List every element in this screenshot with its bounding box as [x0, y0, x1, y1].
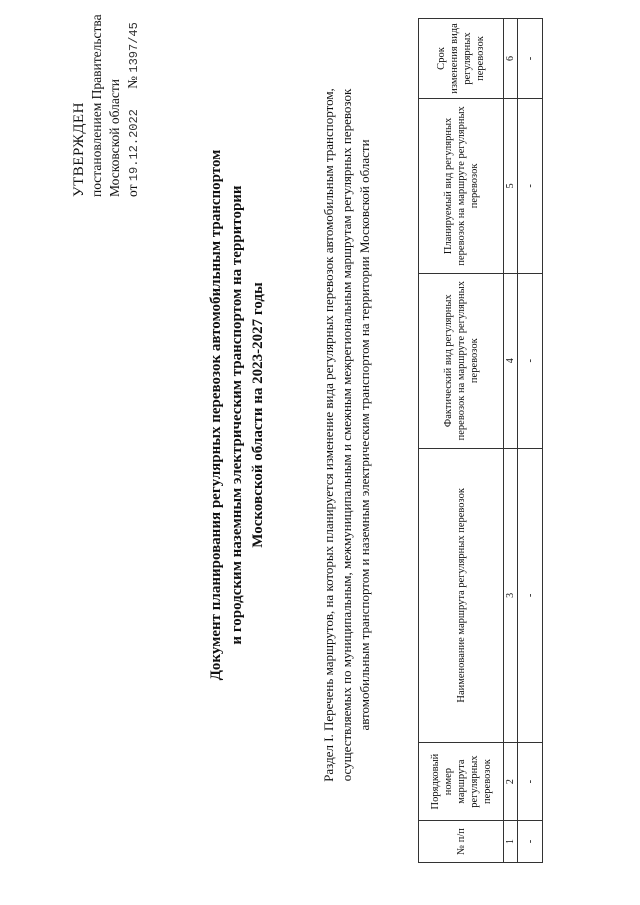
approval-number: 1397/45	[127, 22, 141, 73]
approval-date: 19.12.2022	[127, 109, 141, 182]
header-cell: Порядковый номер маршрута регулярных перевозок	[419, 743, 504, 821]
document-title: Документ планирования регулярных перевозок автомобильным транспортом и городским наземным электрическим транспортом на территории Московской области на 2023-2027 годы	[208, 149, 266, 681]
header-cell: № п/п	[419, 821, 504, 863]
column-number-cell: 5	[504, 99, 518, 274]
column-number-cell: 1	[504, 821, 518, 863]
column-number-cell: 2	[504, 743, 518, 821]
column-number-cell: 3	[504, 448, 518, 743]
table-cell: -	[518, 99, 543, 274]
routes-table	[418, 18, 543, 863]
table-cell: -	[518, 821, 543, 863]
table-cell: -	[518, 743, 543, 821]
header-cell: Фактический вид регулярных перевозок на маршруте регулярных перевозок	[419, 273, 504, 448]
column-number-cell: 4	[504, 273, 518, 448]
column-number-row	[504, 19, 518, 863]
approval-line-2: Московской области	[107, 78, 122, 197]
table-row	[518, 19, 543, 863]
column-number-cell: 6	[504, 19, 518, 99]
header-cell: Планируемый вид регулярных перевозок на маршруте регулярных перевозок	[419, 99, 504, 274]
header-cell: Срок изменения вида регулярных перевозок	[419, 19, 504, 99]
approval-stamp	[70, 0, 143, 197]
approval-date-line	[124, 0, 143, 197]
header-cell: Наименование маршрута регулярных перевозок	[419, 448, 504, 743]
approval-line-1: постановлением Правительства	[89, 14, 104, 197]
table-cell: -	[518, 19, 543, 99]
section-title: Раздел I. Перечень маршрутов, на которых планируется изменение вида регулярных перевозок автомобильным транспортом, осуществляемых по муниципальным, межмуниципальным и смежным межрегиональным маршрутам регулярных перевозок автомобильным транспортом и наземным электрическим транспортом на территории Московской области	[321, 88, 372, 782]
table-cell: -	[518, 448, 543, 743]
approval-title: УТВЕРЖДЕН	[71, 102, 87, 197]
table-header-row	[419, 19, 504, 863]
approval-date-prefix: от	[125, 184, 140, 197]
approval-number-prefix: №	[125, 75, 140, 89]
table-cell: -	[518, 273, 543, 448]
